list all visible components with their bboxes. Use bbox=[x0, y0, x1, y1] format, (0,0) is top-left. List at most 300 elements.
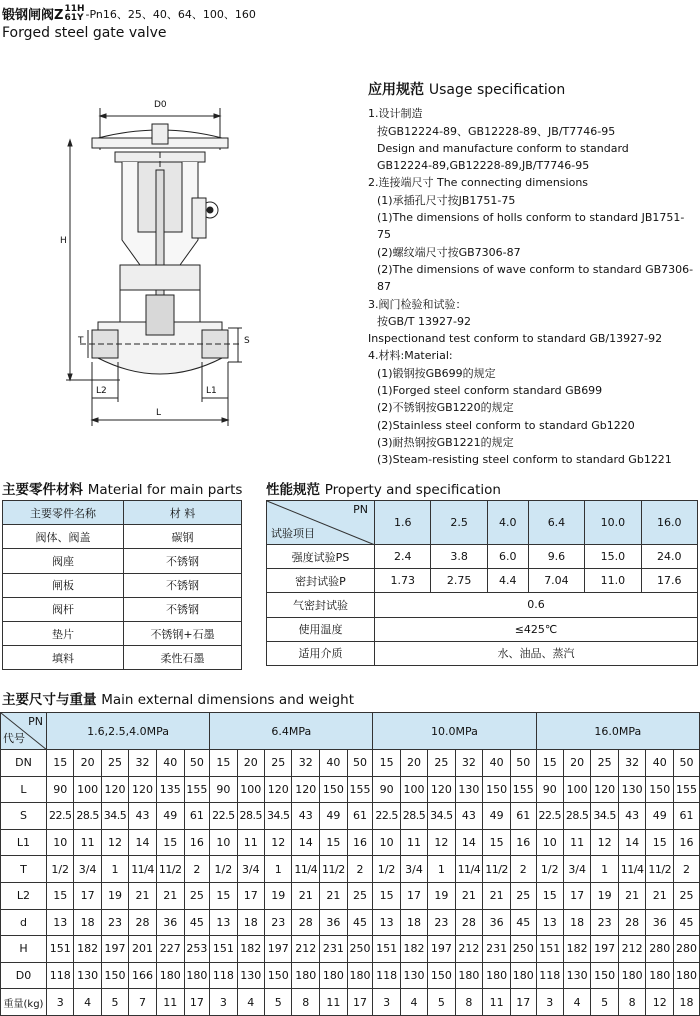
dim-cell: 130 bbox=[74, 962, 101, 989]
dim-cell: 23 bbox=[591, 909, 618, 936]
label-l: L bbox=[156, 408, 162, 418]
temp-value: ≤425℃ bbox=[375, 617, 698, 641]
ps-value: 24.0 bbox=[641, 545, 697, 569]
dim-cell: 32 bbox=[455, 750, 483, 777]
spec-line: (3)耐热钢按GB1221的规定 bbox=[377, 435, 514, 449]
dim-cell: 14 bbox=[129, 829, 157, 856]
property-heading bbox=[266, 478, 501, 498]
dim-cell: 61 bbox=[184, 803, 210, 830]
dim-cell: 21 bbox=[455, 882, 483, 909]
dim-cell: 11/4 bbox=[455, 856, 483, 883]
dim-cell: 19 bbox=[428, 882, 455, 909]
pn-value: 16.0 bbox=[641, 501, 697, 545]
dim-cell: 11 bbox=[483, 989, 511, 1016]
dim-cell: 118 bbox=[47, 962, 74, 989]
pn-value: 4.0 bbox=[487, 501, 528, 545]
dim-cell: 11 bbox=[156, 989, 184, 1016]
property-heading-en: Property and specification bbox=[324, 482, 501, 498]
dim-cell: 22.5 bbox=[373, 803, 400, 830]
item-label: 试验项目 bbox=[271, 527, 315, 540]
dim-cell: 34.5 bbox=[591, 803, 618, 830]
dim-cell: 130 bbox=[618, 776, 646, 803]
dim-cell: 25 bbox=[265, 750, 292, 777]
model-codes bbox=[64, 5, 84, 23]
dim-cell: 100 bbox=[400, 776, 427, 803]
dim-cell: 14 bbox=[455, 829, 483, 856]
dim-cell: 180 bbox=[320, 962, 348, 989]
p-value: 11.0 bbox=[585, 569, 641, 593]
dim-cell: 45 bbox=[184, 909, 210, 936]
dim-cell: 21 bbox=[320, 882, 348, 909]
dim-cell: 155 bbox=[184, 776, 210, 803]
dim-cell: 253 bbox=[184, 936, 210, 963]
dim-cell: 32 bbox=[129, 750, 157, 777]
dim-cell: 180 bbox=[347, 962, 373, 989]
dim-cell: 197 bbox=[428, 936, 455, 963]
part-name: 填料 bbox=[3, 646, 124, 670]
dim-cell: 18 bbox=[400, 909, 427, 936]
dim-cell: 3 bbox=[210, 989, 237, 1016]
dim-cell: 180 bbox=[156, 962, 184, 989]
dim-cell: 23 bbox=[428, 909, 455, 936]
dim-cell: 180 bbox=[510, 962, 536, 989]
dim-cell: 15 bbox=[156, 829, 184, 856]
dim-cell: 13 bbox=[47, 909, 74, 936]
table-row bbox=[267, 617, 698, 641]
dim-cell: 15 bbox=[483, 829, 511, 856]
pn-value: 2.5 bbox=[431, 501, 487, 545]
label-d0: D0 bbox=[154, 100, 167, 110]
label-l1: L1 bbox=[206, 386, 217, 396]
part-name: 闸板 bbox=[3, 573, 124, 597]
dim-cell: 250 bbox=[510, 936, 536, 963]
dim-cell: 1 bbox=[591, 856, 618, 883]
dim-cell: 7 bbox=[129, 989, 157, 1016]
dim-cell: 49 bbox=[320, 803, 348, 830]
dim-cell: 10 bbox=[373, 829, 400, 856]
row-label: L bbox=[1, 776, 47, 803]
dim-cell: 118 bbox=[210, 962, 237, 989]
table-row bbox=[1, 962, 700, 989]
dim-cell: 25 bbox=[101, 750, 128, 777]
row-label: T bbox=[1, 856, 47, 883]
part-material: 不锈钢 bbox=[124, 573, 242, 597]
pn-range: -Pn16、25、40、64、100、160 bbox=[85, 7, 256, 21]
dim-cell: 32 bbox=[618, 750, 646, 777]
part-name: 阀体、阀盖 bbox=[3, 525, 124, 549]
dimensions-heading-en: Main external dimensions and weight bbox=[101, 692, 355, 708]
media-label: 适用介质 bbox=[267, 641, 375, 665]
dim-cell: 2 bbox=[674, 856, 700, 883]
spec-line: 1.设计制造 bbox=[368, 107, 423, 121]
dim-cell: 4 bbox=[74, 989, 101, 1016]
dim-cell: 43 bbox=[129, 803, 157, 830]
dim-cell: 135 bbox=[156, 776, 184, 803]
dim-cell: 11 bbox=[237, 829, 264, 856]
dim-cell: 4 bbox=[400, 989, 427, 1016]
table-row bbox=[3, 621, 242, 645]
row-label: d bbox=[1, 909, 47, 936]
dim-cell: 231 bbox=[320, 936, 348, 963]
dim-cell: 20 bbox=[563, 750, 590, 777]
dim-cell: 21 bbox=[618, 882, 646, 909]
pn-value: 1.6 bbox=[375, 501, 431, 545]
dim-cell: 3 bbox=[373, 989, 400, 1016]
dim-cell: 100 bbox=[563, 776, 590, 803]
dim-cell: 20 bbox=[74, 750, 101, 777]
dim-cell: 49 bbox=[156, 803, 184, 830]
dim-cell: 182 bbox=[563, 936, 590, 963]
dim-cell: 4 bbox=[237, 989, 264, 1016]
dim-cell: 130 bbox=[455, 776, 483, 803]
dim-cell: 11 bbox=[563, 829, 590, 856]
pn-label: PN bbox=[353, 503, 368, 516]
dim-cell: 1/2 bbox=[47, 856, 74, 883]
dim-cell: 120 bbox=[265, 776, 292, 803]
dim-cell: 151 bbox=[210, 936, 237, 963]
dim-cell: 20 bbox=[400, 750, 427, 777]
dim-cell: 5 bbox=[265, 989, 292, 1016]
dim-cell: 182 bbox=[400, 936, 427, 963]
p-value: 1.73 bbox=[375, 569, 431, 593]
dim-cell: 22.5 bbox=[536, 803, 563, 830]
dim-cell: 130 bbox=[400, 962, 427, 989]
ps-label: 强度试验PS bbox=[267, 545, 375, 569]
spec-line: (3)Steam-resisting steel conform to standard Gb1221 bbox=[377, 453, 672, 467]
dim-cell: 180 bbox=[184, 962, 210, 989]
spec-line: Inspectionand test conform to standard GB/13927-92 bbox=[368, 332, 663, 346]
pn-code-header bbox=[1, 713, 47, 750]
table-row bbox=[267, 545, 698, 569]
ps-value: 15.0 bbox=[585, 545, 641, 569]
dim-cell: 1 bbox=[101, 856, 128, 883]
dim-cell: 11/4 bbox=[292, 856, 320, 883]
dim-cell: 17 bbox=[237, 882, 264, 909]
spec-line: 按GB/T 13927-92 bbox=[377, 314, 471, 328]
dim-cell: 212 bbox=[455, 936, 483, 963]
table-row bbox=[1, 776, 700, 803]
property-heading-cn: 性能规范 bbox=[266, 482, 320, 498]
dim-cell: 18 bbox=[74, 909, 101, 936]
dim-cell: 11/4 bbox=[129, 856, 157, 883]
materials-heading-cn: 主要零件材料 bbox=[2, 482, 83, 498]
dim-cell: 16 bbox=[347, 829, 373, 856]
table-row bbox=[1, 936, 700, 963]
row-label: 重量(kg) bbox=[1, 989, 47, 1016]
dim-cell: 17 bbox=[184, 989, 210, 1016]
dim-cell: 28 bbox=[618, 909, 646, 936]
dim-cell: 17 bbox=[74, 882, 101, 909]
pressure-group: 6.4MPa bbox=[210, 713, 373, 750]
table-header-row bbox=[267, 501, 698, 545]
dim-cell: 16 bbox=[674, 829, 700, 856]
dim-cell: 11/2 bbox=[320, 856, 348, 883]
dim-cell: 10 bbox=[536, 829, 563, 856]
ps-value: 9.6 bbox=[528, 545, 584, 569]
usage-spec bbox=[368, 82, 698, 469]
spec-line: 2.连接端尺寸 The connecting dimensions bbox=[368, 176, 589, 190]
dim-cell: 18 bbox=[674, 989, 700, 1016]
dim-cell: 22.5 bbox=[210, 803, 237, 830]
dim-cell: 151 bbox=[373, 936, 400, 963]
spec-line: (2)螺纹端尺寸按GB7306-87 bbox=[377, 245, 521, 259]
table-row bbox=[1, 989, 700, 1016]
dim-cell: 15 bbox=[646, 829, 674, 856]
dim-cell: 23 bbox=[101, 909, 128, 936]
dim-cell: 45 bbox=[674, 909, 700, 936]
dim-cell: 180 bbox=[292, 962, 320, 989]
spec-line: 3.阀门检验和试验： bbox=[368, 297, 467, 311]
dim-cell: 1/2 bbox=[210, 856, 237, 883]
property-table bbox=[266, 500, 698, 666]
dim-cell: 28 bbox=[455, 909, 483, 936]
dim-cell: 20 bbox=[237, 750, 264, 777]
dim-cell: 120 bbox=[101, 776, 128, 803]
title-prefix: 锻钢闸阀Z bbox=[2, 8, 64, 23]
dim-cell: 21 bbox=[129, 882, 157, 909]
dim-cell: 25 bbox=[591, 750, 618, 777]
dim-cell: 40 bbox=[156, 750, 184, 777]
p-label: 密封试验P bbox=[267, 569, 375, 593]
table-row bbox=[1, 829, 700, 856]
dimensions-table bbox=[0, 712, 700, 1016]
dim-cell: 8 bbox=[292, 989, 320, 1016]
table-header-row bbox=[3, 501, 242, 525]
dim-cell: 14 bbox=[292, 829, 320, 856]
row-label: D0 bbox=[1, 962, 47, 989]
table-row bbox=[1, 803, 700, 830]
dim-cell: 120 bbox=[428, 776, 455, 803]
dim-cell: 40 bbox=[483, 750, 511, 777]
dim-cell: 5 bbox=[101, 989, 128, 1016]
dim-cell: 28 bbox=[292, 909, 320, 936]
table-row bbox=[267, 569, 698, 593]
row-label: DN bbox=[1, 750, 47, 777]
col-material: 材 料 bbox=[124, 501, 242, 525]
pressure-group: 16.0MPa bbox=[536, 713, 699, 750]
temp-label: 使用温度 bbox=[267, 617, 375, 641]
dim-cell: 12 bbox=[428, 829, 455, 856]
p-value: 4.4 bbox=[487, 569, 528, 593]
dim-cell: 32 bbox=[292, 750, 320, 777]
dim-cell: 15 bbox=[373, 750, 400, 777]
dim-cell: 120 bbox=[292, 776, 320, 803]
dim-cell: 3 bbox=[47, 989, 74, 1016]
dim-cell: 120 bbox=[129, 776, 157, 803]
table-row bbox=[3, 549, 242, 573]
title-cn bbox=[2, 4, 256, 23]
pn-item-header bbox=[267, 501, 375, 545]
dim-cell: 17 bbox=[563, 882, 590, 909]
dim-cell: 34.5 bbox=[265, 803, 292, 830]
dim-cell: 21 bbox=[156, 882, 184, 909]
materials-heading bbox=[2, 478, 242, 498]
dimensions-body bbox=[1, 750, 700, 1016]
table-row bbox=[1, 909, 700, 936]
dim-cell: 90 bbox=[210, 776, 237, 803]
dim-cell: 15 bbox=[536, 750, 563, 777]
dim-cell: 18 bbox=[237, 909, 264, 936]
dim-cell: 10 bbox=[47, 829, 74, 856]
dim-cell: 120 bbox=[591, 776, 618, 803]
dim-cell: 11/2 bbox=[483, 856, 511, 883]
dim-cell: 2 bbox=[510, 856, 536, 883]
dim-cell: 8 bbox=[618, 989, 646, 1016]
dim-cell: 11/2 bbox=[646, 856, 674, 883]
row-label: L2 bbox=[1, 882, 47, 909]
dim-cell: 155 bbox=[510, 776, 536, 803]
dim-cell: 50 bbox=[347, 750, 373, 777]
dim-cell: 19 bbox=[265, 882, 292, 909]
dim-cell: 3/4 bbox=[237, 856, 264, 883]
spec-line: (2)The dimensions of wave conform to standard GB7306-87 bbox=[377, 262, 694, 294]
part-material: 柔性石墨 bbox=[124, 646, 242, 670]
part-material: 不锈钢+石墨 bbox=[124, 621, 242, 645]
pn-label: PN bbox=[28, 715, 43, 728]
dim-cell: 16 bbox=[184, 829, 210, 856]
usage-spec-heading bbox=[368, 82, 698, 99]
label-s: S bbox=[244, 336, 250, 346]
dim-cell: 280 bbox=[646, 936, 674, 963]
dim-cell: 182 bbox=[74, 936, 101, 963]
dim-cell: 1 bbox=[265, 856, 292, 883]
dim-cell: 197 bbox=[265, 936, 292, 963]
table-row bbox=[1, 750, 700, 777]
dim-cell: 28 bbox=[129, 909, 157, 936]
dim-cell: 19 bbox=[591, 882, 618, 909]
spec-line: (1)承插孔尺寸按JB1751-75 bbox=[377, 193, 516, 207]
dim-cell: 13 bbox=[373, 909, 400, 936]
dim-cell: 151 bbox=[536, 936, 563, 963]
dim-cell: 15 bbox=[47, 750, 74, 777]
dim-cell: 28.5 bbox=[74, 803, 101, 830]
row-label: L1 bbox=[1, 829, 47, 856]
dim-cell: 23 bbox=[265, 909, 292, 936]
dim-cell: 61 bbox=[347, 803, 373, 830]
dim-cell: 11/4 bbox=[618, 856, 646, 883]
dim-cell: 28.5 bbox=[563, 803, 590, 830]
dim-cell: 36 bbox=[156, 909, 184, 936]
dim-cell: 45 bbox=[347, 909, 373, 936]
dim-cell: 28.5 bbox=[400, 803, 427, 830]
dim-cell: 61 bbox=[510, 803, 536, 830]
table-row bbox=[267, 593, 698, 617]
table-row bbox=[267, 641, 698, 665]
dim-cell: 5 bbox=[591, 989, 618, 1016]
dim-cell: 25 bbox=[347, 882, 373, 909]
dim-cell: 43 bbox=[292, 803, 320, 830]
dim-cell: 100 bbox=[237, 776, 264, 803]
p-value: 17.6 bbox=[641, 569, 697, 593]
label-l2: L2 bbox=[96, 386, 107, 396]
pressure-group: 10.0MPa bbox=[373, 713, 536, 750]
table-row bbox=[3, 573, 242, 597]
dim-cell: 34.5 bbox=[101, 803, 128, 830]
dim-cell: 25 bbox=[674, 882, 700, 909]
table-row bbox=[3, 597, 242, 621]
dim-cell: 17 bbox=[347, 989, 373, 1016]
dim-cell: 15 bbox=[536, 882, 563, 909]
dim-cell: 3/4 bbox=[74, 856, 101, 883]
dim-cell: 40 bbox=[320, 750, 348, 777]
dim-cell: 150 bbox=[320, 776, 348, 803]
dim-cell: 25 bbox=[184, 882, 210, 909]
dim-cell: 150 bbox=[591, 962, 618, 989]
air-label: 气密封试验 bbox=[267, 593, 375, 617]
pressure-group: 1.6,2.5,4.0MPa bbox=[47, 713, 210, 750]
table-row bbox=[3, 646, 242, 670]
dimensions-heading-cn: 主要尺寸与重量 bbox=[2, 692, 97, 708]
dim-cell: 100 bbox=[74, 776, 101, 803]
dim-cell: 21 bbox=[646, 882, 674, 909]
dim-cell: 14 bbox=[618, 829, 646, 856]
title-en: Forged steel gate valve bbox=[2, 25, 167, 41]
code-label: 代号 bbox=[3, 732, 25, 745]
dim-cell: 155 bbox=[674, 776, 700, 803]
valve-drawing bbox=[60, 90, 320, 440]
table-header-row bbox=[1, 713, 700, 750]
dim-cell: 49 bbox=[483, 803, 511, 830]
dim-cell: 45 bbox=[510, 909, 536, 936]
dim-cell: 227 bbox=[156, 936, 184, 963]
dim-cell: 197 bbox=[101, 936, 128, 963]
pn-value: 6.4 bbox=[528, 501, 584, 545]
dim-cell: 13 bbox=[210, 909, 237, 936]
dim-cell: 13 bbox=[536, 909, 563, 936]
dim-cell: 12 bbox=[101, 829, 128, 856]
dim-cell: 130 bbox=[563, 962, 590, 989]
dim-cell: 280 bbox=[674, 936, 700, 963]
dim-cell: 1/2 bbox=[373, 856, 400, 883]
dim-cell: 15 bbox=[373, 882, 400, 909]
part-name: 阀座 bbox=[3, 549, 124, 573]
dim-cell: 182 bbox=[237, 936, 264, 963]
row-label: H bbox=[1, 936, 47, 963]
dim-cell: 15 bbox=[47, 882, 74, 909]
spec-line: (2)Stainless steel conform to standard Gb1220 bbox=[377, 418, 635, 432]
table-row bbox=[1, 856, 700, 883]
media-value: 水、油品、蒸汽 bbox=[375, 641, 698, 665]
dim-cell: 250 bbox=[347, 936, 373, 963]
dim-cell: 22.5 bbox=[47, 803, 74, 830]
part-name: 垫片 bbox=[3, 621, 124, 645]
usage-spec-heading-cn: 应用规范 bbox=[368, 82, 424, 98]
part-material: 碳钢 bbox=[124, 525, 242, 549]
dim-cell: 11/2 bbox=[156, 856, 184, 883]
dim-cell: 18 bbox=[563, 909, 590, 936]
dim-cell: 61 bbox=[674, 803, 700, 830]
dim-cell: 36 bbox=[320, 909, 348, 936]
ps-value: 6.0 bbox=[487, 545, 528, 569]
dim-cell: 11 bbox=[320, 989, 348, 1016]
p-value: 7.04 bbox=[528, 569, 584, 593]
dim-cell: 36 bbox=[646, 909, 674, 936]
col-part: 主要零件名称 bbox=[3, 501, 124, 525]
dim-cell: 4 bbox=[563, 989, 590, 1016]
dim-cell: 130 bbox=[237, 962, 264, 989]
dim-cell: 150 bbox=[265, 962, 292, 989]
dim-cell: 118 bbox=[536, 962, 563, 989]
dim-cell: 50 bbox=[510, 750, 536, 777]
dim-cell: 21 bbox=[483, 882, 511, 909]
spec-line: (1)The dimensions of holls conform to standard JB1751-75 bbox=[377, 211, 685, 242]
spec-line: 按GB12224-89、GB12228-89、JB/T7746-95 bbox=[377, 124, 616, 138]
dim-cell: 180 bbox=[455, 962, 483, 989]
dim-cell: 118 bbox=[373, 962, 400, 989]
usage-spec-heading-en: Usage specification bbox=[428, 82, 566, 98]
dim-cell: 1/2 bbox=[536, 856, 563, 883]
table-row bbox=[3, 525, 242, 549]
